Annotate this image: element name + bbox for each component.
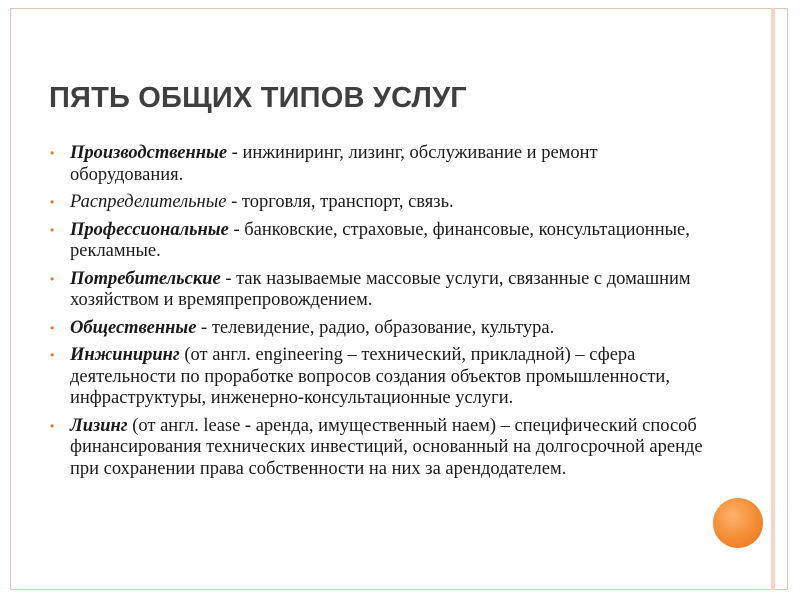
- slide-title: ПЯТЬ ОБЩИХ ТИПОВ УСЛУГ: [49, 82, 467, 114]
- frame-accent-bar: [771, 8, 775, 590]
- item-text: - банковские, страховые, финансовые, консультационные, рекламные.: [70, 219, 690, 261]
- decorative-circle-icon: [713, 498, 763, 548]
- item-term: Профессиональные: [70, 219, 229, 240]
- bullet-icon: •: [50, 222, 55, 237]
- item-term: Общественные: [70, 317, 197, 338]
- bullet-icon: •: [50, 320, 55, 335]
- list-item: [50, 143, 710, 186]
- item-text: - телевидение, радио, образование, культура.: [196, 317, 555, 338]
- bullet-list: [50, 143, 710, 486]
- item-term: Распределительные: [70, 192, 227, 212]
- item-term: Лизинг: [70, 415, 128, 436]
- item-text: (от англ. engineering – технический, прикладной) – сфера деятельности по проработке вопросов создания объектов промышленности, инфраструктуры, инженерно-консультационные услуги.: [70, 345, 670, 408]
- item-text: - инжиниринг, лизинг, обслуживание и ремонт оборудования.: [70, 143, 598, 185]
- item-text: (от англ. lease - аренда, имущественный наем) – специфический способ финансирования технических инвестиций, основанный на долгосрочной аренде при сохранении права собственности на них за арендодателем.: [70, 415, 703, 479]
- bullet-icon: •: [50, 146, 55, 160]
- list-item: [50, 269, 710, 312]
- item-text: - торговля, транспорт, связь.: [226, 192, 454, 212]
- bullet-icon: •: [50, 195, 55, 209]
- bullet-icon: •: [50, 271, 55, 286]
- item-term: Инжиниринг: [70, 345, 180, 365]
- list-item: [50, 416, 710, 481]
- list-item: [50, 220, 710, 263]
- item-term: Потребительские: [70, 268, 221, 289]
- list-item: [50, 318, 710, 340]
- list-item: [50, 345, 710, 410]
- list-item: [50, 192, 710, 214]
- item-term: Производственные: [70, 143, 228, 163]
- item-text: - так называемые массовые услуги, связанные с домашним хозяйством и времяпрепровождением.: [70, 268, 691, 310]
- bullet-icon: •: [50, 348, 55, 362]
- bullet-icon: •: [50, 418, 55, 433]
